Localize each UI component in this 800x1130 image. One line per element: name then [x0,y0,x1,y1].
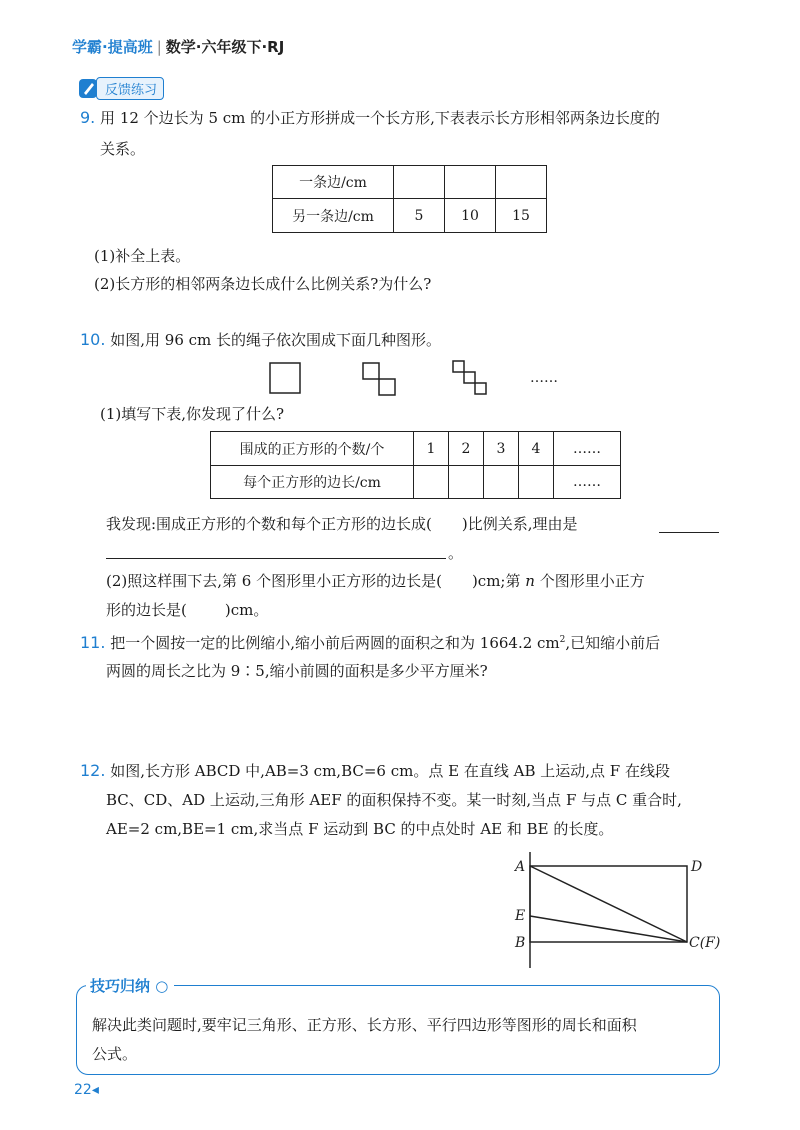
label-d: D [691,859,703,875]
q10-square-figures [260,358,580,398]
tip-title: 技巧归纳 ○ [86,975,174,996]
q9-sub1: (1)补全上表。 [94,247,191,265]
q9-row1-header: 一条边/cm [273,166,394,199]
q10-count-cell: 1 [414,432,449,466]
q10-sub2-text-c: 个图形里小正方 [539,572,645,590]
page-header: 学霸·提高班 | 数学·六年级下·RJ [72,38,285,56]
tip-line2: 公式。 [92,1045,138,1063]
figure-one-square [270,363,300,393]
subject-title: 数学·六年级下·RJ [165,38,285,56]
q9-line1 [80,108,660,128]
q10-row2-header: 每个正方形的边长/cm [211,466,414,499]
q10-sub2-line1 [106,571,645,591]
figure-three-squares [475,383,486,394]
reason-blank-line-2[interactable] [106,558,446,559]
q10-discover-text-b: )比例关系,理由是 [461,515,578,533]
figures-ellipsis: …… [530,370,558,386]
q9-table [272,165,547,233]
figure-three-squares [464,372,475,383]
q10-sub2-line2-a: 形的边长是( [106,601,187,619]
q10-blank-cell[interactable] [519,466,554,499]
q10-blank-cell[interactable] [484,466,519,499]
figure-three-squares [453,361,464,372]
q10-number: 10. [80,330,106,349]
q12-rectangle-figure [505,850,735,975]
q10-period: 。 [448,544,464,562]
q9-text-1: 用 12 个边长为 5 cm 的小正方形拼成一个长方形,下表表示长方形相邻两条边长度的 [100,109,660,127]
q10-table [210,431,621,499]
figure-two-squares [363,363,379,379]
page-number: 22◂ [74,1082,99,1098]
q12-line3: AE=2 cm,BE=1 cm,求当点 F 运动到 BC 的中点处时 AE 和 BE 的长度。 [106,820,614,838]
q12-line2: BC、CD、AD 上运动,三角形 AEF 的面积保持不变。某一时刻,当点 F 与点 C 重合时, [106,791,682,809]
tip-title-text: 技巧归纳 [90,977,151,995]
label-b: B [515,935,526,951]
q10-count-cell: …… [554,432,621,466]
tip-line1: 解决此类问题时,要牢记三角形、正方形、长方形、平行四边形等图形的周长和面积 [92,1016,637,1034]
label-e: E [515,908,526,924]
q9-number: 9. [80,108,96,127]
label-cf: C(F) [689,935,721,951]
segment-ec [530,916,687,942]
q9-blank-cell[interactable] [445,166,496,199]
q9-blank-cell[interactable] [496,166,547,199]
q11-line2: 两圆的周长之比为 9∶5,缩小前圆的面积是多少平方厘米? [106,662,488,680]
q10-row1-header: 围成的正方形的个数/个 [211,432,414,466]
section-label: 反馈练习 [96,77,164,100]
q10-discover-line [106,514,578,534]
q10-sub2-text-a: (2)照这样围下去,第 6 个图形里小正方形的边长是( [106,572,442,590]
q9-blank-cell[interactable] [394,166,445,199]
q10-sub1: (1)填写下表,你发现了什么? [100,405,285,423]
q9-value-cell: 10 [445,199,496,233]
reason-blank-line[interactable] [659,532,719,533]
q9-value-cell: 15 [496,199,547,233]
q9-row2-header: 另一条边/cm [273,199,394,233]
q10-sub2-line2 [106,600,268,620]
page-number-text: 22 [74,1082,92,1098]
q11-line1 [80,630,660,653]
q10-count-cell: 3 [484,432,519,466]
q12-text-1: 如图,长方形 ABCD 中,AB=3 cm,BC=6 cm。点 E 在直线 AB 上运动,点 F 在线段 [110,762,670,780]
q10-blank-cell[interactable] [449,466,484,499]
label-a: A [515,859,526,875]
q10-sub2-n: n [525,572,535,590]
q9-sub2: (2)长方形的相邻两条边长成什么比例关系?为什么? [94,275,432,293]
q10-text-1: 如图,用 96 cm 长的绳子依次围成下面几种图形。 [110,331,442,349]
q10-blank-cell[interactable] [414,466,449,499]
q10-sub2-text-b: )cm;第 [471,572,521,590]
q12-number: 12. [80,761,106,780]
q11-text-1a: 把一个圆按一定的比例缩小,缩小前后两圆的面积之和为 1664.2 cm [110,634,560,652]
q9-line2: 关系。 [100,140,146,158]
q10-sub2-line2-b: )cm。 [224,601,269,619]
figure-two-squares [379,379,395,395]
section-badge [78,76,164,100]
q9-value-cell: 5 [394,199,445,233]
q10-line1 [80,330,441,350]
q10-count-cell: 2 [449,432,484,466]
q12-line1 [80,761,670,781]
q11-text-1b: ,已知缩小前后 [565,634,661,652]
segment-ac [530,866,687,942]
q11-superscript: 2 [559,635,566,645]
q10-row2-ellipsis: …… [554,466,621,499]
q10-count-cell: 4 [519,432,554,466]
q11-number: 11. [80,633,106,652]
brand-name: 学霸·提高班 [72,38,153,56]
q10-discover-text-a: 我发现:围成正方形的个数和每个正方形的边长成( [106,515,432,533]
